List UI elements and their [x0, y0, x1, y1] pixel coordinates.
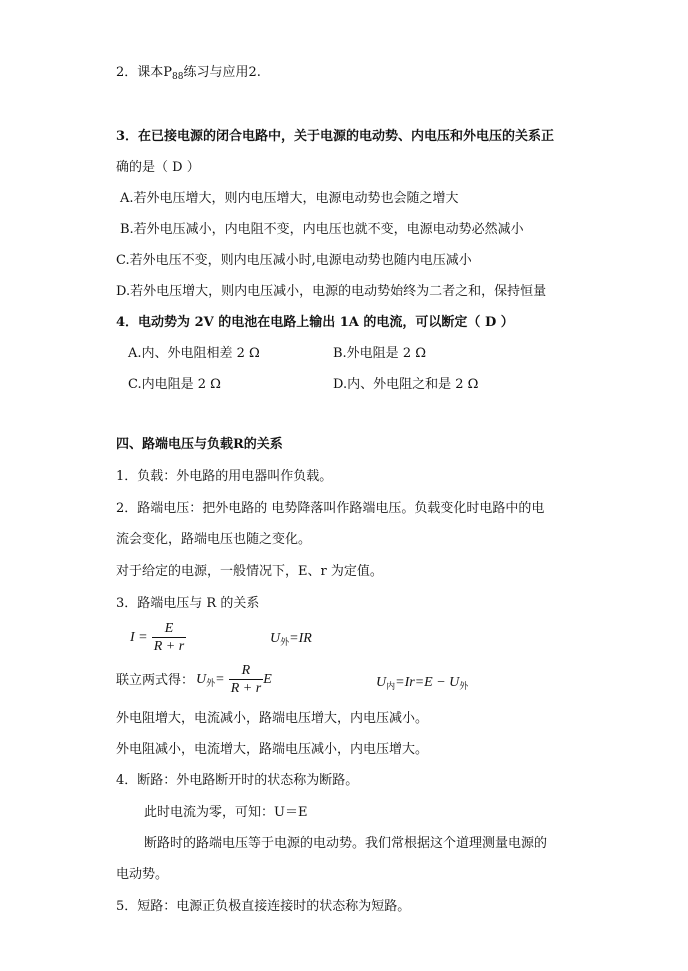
point-4-open-circuit: 4．断路：外电路断开时的状态称为断路。: [116, 773, 359, 788]
denominator: R + r: [230, 681, 262, 696]
equation-outer-voltage: [270, 630, 312, 652]
point-4-explain-line-2: 电动势。: [116, 867, 169, 882]
question-3-option-d: D.若外电压增大，则内电压减小，电源的电动势始终为二者之和，保持恒量: [116, 284, 547, 299]
numerator: R: [241, 663, 251, 678]
subscript: 外: [206, 679, 216, 689]
question-3-line-1: 3．在已接电源的闭合电路中，关于电源的电动势、内电压和外电压的关系正: [116, 129, 555, 144]
question-4-option-d: D.内、外电阻之和是 2 Ω: [333, 377, 479, 392]
symbol-u: U: [270, 631, 281, 646]
symbol-e: E: [263, 672, 272, 687]
point-1-load: 1．负载：外电路的用电器叫作负载。: [116, 469, 333, 484]
numerator: E: [164, 621, 174, 636]
question-3-option-c: C.若外电压不变，则内电压减小时,电源电动势也随内电压减小: [116, 253, 472, 268]
page-subscript: 88: [172, 72, 184, 82]
point-4-explain-line-1: 断路时的路端电压等于电源的电动势。我们常根据这个道理测量电源的: [144, 836, 548, 851]
question-4-option-c: C.内电阻是 2 Ω: [128, 377, 221, 392]
eq-rhs: =Ir=E − U: [395, 675, 460, 690]
point-3-decrease: 外电阻减小，电流增大，路端电压减小，内电压增大。: [116, 742, 429, 757]
text: 练习与应用2.: [183, 65, 261, 80]
joint-label: 联立两式得：: [116, 673, 195, 688]
point-3-title: 3．路端电压与 R 的关系: [116, 596, 260, 611]
subscript: 外: [459, 682, 469, 692]
equation-combined: [196, 662, 272, 697]
point-5-short-circuit: 5．短路：电源正负极直接连接时的状态称为短路。: [116, 899, 411, 914]
equals: =: [215, 672, 225, 687]
question-3-option-a: A.若外电压增大，则内电压增大，电源电动势也会随之增大: [120, 191, 459, 206]
subscript: 外: [280, 638, 290, 648]
subscript: 内: [386, 682, 396, 692]
eq-lhs: I =: [130, 630, 148, 645]
symbol-u: U: [376, 675, 387, 690]
point-4-current-zero: 此时电流为零，可知：U＝E: [144, 805, 308, 820]
fraction: [152, 620, 186, 655]
text: 2．课本P: [116, 65, 173, 80]
point-2-line-1: 2．路端电压：把外电路的 电势降落叫作路端电压。负载变化时电路中的电: [116, 501, 545, 516]
point-2-line-3: 对于给定的电源，一般情况下，E、r 为定值。: [116, 564, 383, 579]
denominator: R + r: [153, 639, 185, 654]
eq-rhs: =IR: [289, 631, 312, 646]
section-4-title: 四、路端电压与负载R的关系: [116, 437, 283, 452]
equation-current: [130, 620, 186, 655]
question-4-line-1: 4．电动势为 2V 的电池在电路上输出 1A 的电流，可以断定（ D ）: [116, 315, 514, 330]
point-3-increase: 外电阻增大，电流减小，路端电压增大，内电压减小。: [116, 711, 429, 726]
fraction: [229, 662, 263, 697]
point-2-line-2: 流会变化，路端电压也随之变化。: [116, 532, 312, 547]
equation-inner-voltage: [376, 674, 468, 696]
symbol-u: U: [196, 672, 207, 687]
question-3-option-b: B.若外电压减小，内电阻不变，内电压也就不变，电源电动势必然减小: [120, 222, 524, 237]
item-2-textbook: [116, 64, 261, 86]
question-4-option-a: A.内、外电阻相差 2 Ω: [128, 346, 260, 361]
question-4-option-b: B.外电阻是 2 Ω: [333, 346, 426, 361]
question-3-line-2: 确的是（ D ）: [116, 160, 200, 175]
